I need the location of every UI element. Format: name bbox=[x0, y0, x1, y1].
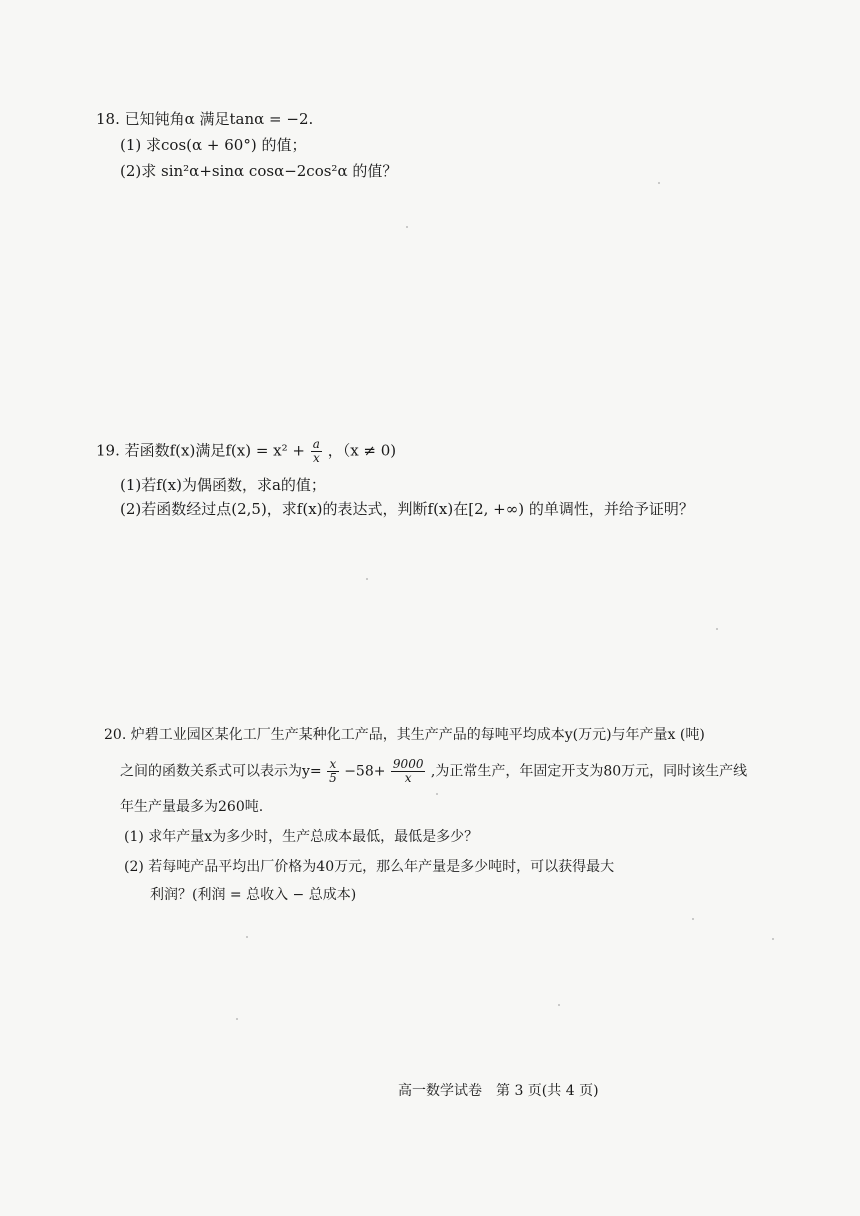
q19-heading bbox=[96, 438, 396, 465]
q20-line2 bbox=[120, 758, 747, 785]
q20-line2-suffix: ,为正常生产，年固定开支为80万元，同时该生产线 bbox=[430, 763, 748, 780]
scan-speck bbox=[246, 936, 248, 938]
q19-part2: (2)若函数经过点(2,5)，求f(x)的表达式，判断f(x)在[2, +∞) 的单调性，并给予证明？ bbox=[120, 500, 694, 518]
scan-speck bbox=[558, 1004, 560, 1006]
q18-part2: (2)求 sin²α+sinα cosα−2cos²α 的值？ bbox=[120, 162, 398, 180]
q20-fraction-1 bbox=[327, 758, 339, 785]
q20-line3: 年生产量最多为260吨. bbox=[120, 799, 264, 815]
scan-speck bbox=[436, 793, 438, 795]
q20-line1: 20. 炉碧工业园区某化工厂生产某种化工产品，其生产产品的每吨平均成本y(万元)与年产量x (吨) bbox=[104, 727, 705, 743]
q20-fraction-1-denominator: 5 bbox=[329, 771, 337, 785]
scan-speck bbox=[692, 918, 694, 920]
q19-part1: (1)若f(x)为偶函数，求a的值； bbox=[120, 476, 326, 494]
q18-part1: (1) 求cos(α + 60°) 的值； bbox=[120, 136, 307, 154]
q18-heading: 18. 已知钝角α 满足tanα = −2. bbox=[96, 110, 314, 128]
q20-line2-mid: −58+ bbox=[344, 763, 386, 780]
q20-fraction-2-denominator: x bbox=[404, 771, 412, 785]
q19-fraction-numerator: a bbox=[312, 437, 320, 451]
scan-speck bbox=[716, 628, 718, 630]
q20-fraction-2 bbox=[391, 758, 426, 785]
page-footer: 高一数学试卷 第 3 页(共 4 页) bbox=[398, 1083, 599, 1099]
q20-fraction-2-numerator: 9000 bbox=[392, 757, 424, 771]
q20-part2-continued: 利润？(利润 = 总收入 − 总成本) bbox=[150, 887, 357, 903]
scan-speck bbox=[772, 938, 774, 940]
q19-heading-prefix: 19. 若函数f(x)满足f(x) = x² + bbox=[96, 441, 305, 460]
q19-fraction bbox=[311, 438, 322, 465]
scan-speck bbox=[658, 182, 660, 184]
q20-part2: (2) 若每吨产品平均出厂价格为40万元，那么年产量是多少吨时，可以获得最大 bbox=[124, 859, 615, 875]
q19-heading-suffix: ，（x ≠ 0) bbox=[327, 441, 397, 460]
q20-line2-prefix: 之间的函数关系式可以表示为y= bbox=[120, 763, 322, 780]
scan-speck bbox=[406, 226, 408, 228]
q20-part1: (1) 求年产量x为多少时，生产总成本最低，最低是多少？ bbox=[124, 829, 479, 845]
scan-speck bbox=[366, 578, 368, 580]
scan-speck bbox=[236, 1018, 238, 1020]
q19-fraction-denominator: x bbox=[312, 451, 320, 465]
q20-fraction-1-numerator: x bbox=[327, 758, 339, 772]
